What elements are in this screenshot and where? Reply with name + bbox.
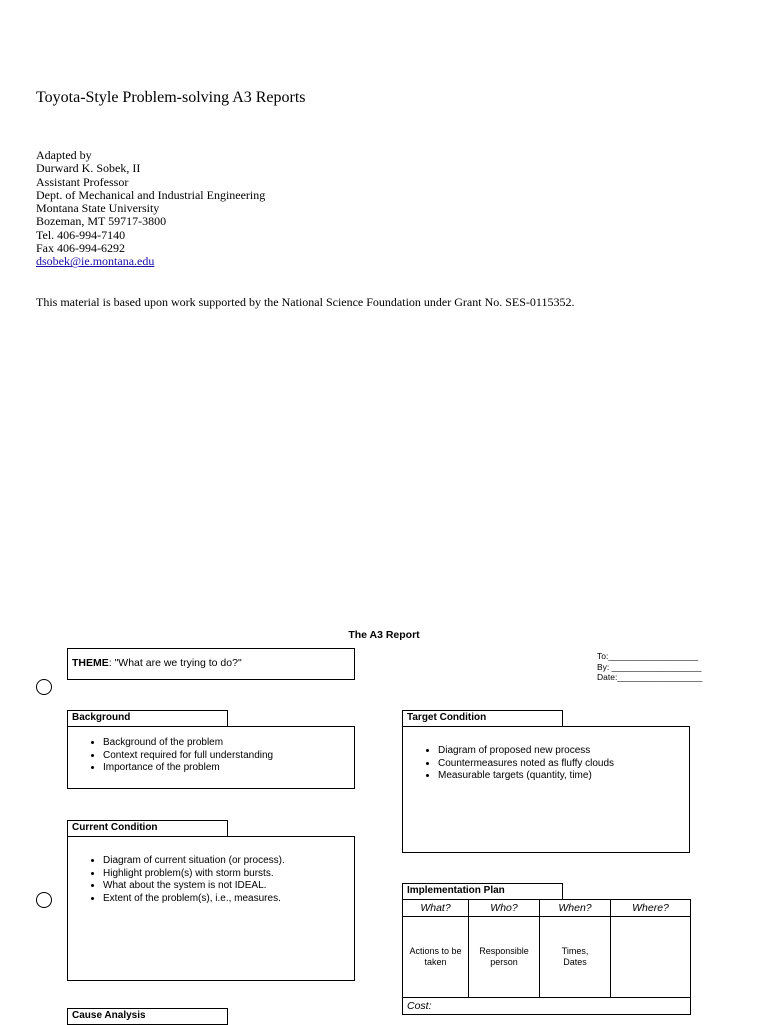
list-item: • Measurable targets (quantity, time) <box>438 770 689 783</box>
list-item: • Background of the problem <box>103 737 354 750</box>
list-item: • Diagram of current situation (or process). <box>103 855 354 868</box>
list-item: • Countermeasures noted as fluffy clouds <box>438 758 689 771</box>
document-title: Toyota-Style Problem-solving A3 Reports <box>36 89 306 106</box>
cell-when: Times, Dates <box>540 917 611 998</box>
column-header-what: What? <box>403 900 469 917</box>
cost-row: Cost: <box>403 998 691 1015</box>
cell-what: Actions to be taken <box>403 917 469 998</box>
list-item: • Importance of the problem <box>103 762 354 775</box>
nsf-note: This material is based upon work supported by the National Science Foundation under Grant No. SES-0115352. <box>36 295 575 309</box>
a3-title: The A3 Report <box>348 629 420 641</box>
theme-label: THEME <box>72 657 109 669</box>
author-line: Montana State University <box>36 201 160 216</box>
author-line: Durward K. Sobek, II <box>36 161 141 176</box>
column-header-who: Who? <box>469 900 540 917</box>
author-line: Bozeman, MT 59717-3800 <box>36 214 167 229</box>
author-info <box>36 149 265 269</box>
list-item: • Extent of the problem(s), i.e., measures. <box>103 893 354 906</box>
theme-box <box>67 648 355 680</box>
author-line: Tel. 406-994-7140 <box>36 227 126 242</box>
author-line: Assistant Professor <box>36 174 129 189</box>
author-line: Adapted by <box>36 148 92 162</box>
meta-by: By: ___________________ <box>597 661 702 672</box>
cell-where <box>611 917 691 998</box>
list-item: • Diagram of proposed new process <box>438 745 689 758</box>
cell-who: Responsible person <box>469 917 540 998</box>
column-header-when: When? <box>540 900 611 917</box>
report-meta <box>597 651 702 683</box>
target-condition-box <box>402 726 690 853</box>
background-box <box>67 726 355 789</box>
meta-date: Date:__________________ <box>597 672 703 682</box>
cause-analysis-label: Cause Analysis <box>67 1008 228 1025</box>
list-item: • Context required for full understanding <box>103 750 354 763</box>
meta-to: To:___________________ <box>597 651 699 661</box>
list-item: • What about the system is not IDEAL. <box>103 880 354 893</box>
implementation-plan-table <box>402 899 691 1015</box>
punch-hole-icon <box>36 679 52 695</box>
list-item: • Highlight problem(s) with storm bursts. <box>103 868 354 881</box>
current-condition-label: Current Condition <box>67 820 228 837</box>
author-line: Dept. of Mechanical and Industrial Engineering <box>36 187 266 202</box>
author-line: Fax 406-994-6292 <box>36 241 125 256</box>
target-condition-label: Target Condition <box>402 710 563 727</box>
punch-hole-icon <box>36 892 52 908</box>
current-condition-box <box>67 836 355 981</box>
email-link[interactable]: dsobek@ie.montana.edu <box>36 254 155 269</box>
theme-text: : "What are we trying to do?" <box>108 657 242 669</box>
background-label: Background <box>67 710 228 727</box>
column-header-where: Where? <box>611 900 691 917</box>
implementation-plan-label: Implementation Plan <box>402 883 563 900</box>
